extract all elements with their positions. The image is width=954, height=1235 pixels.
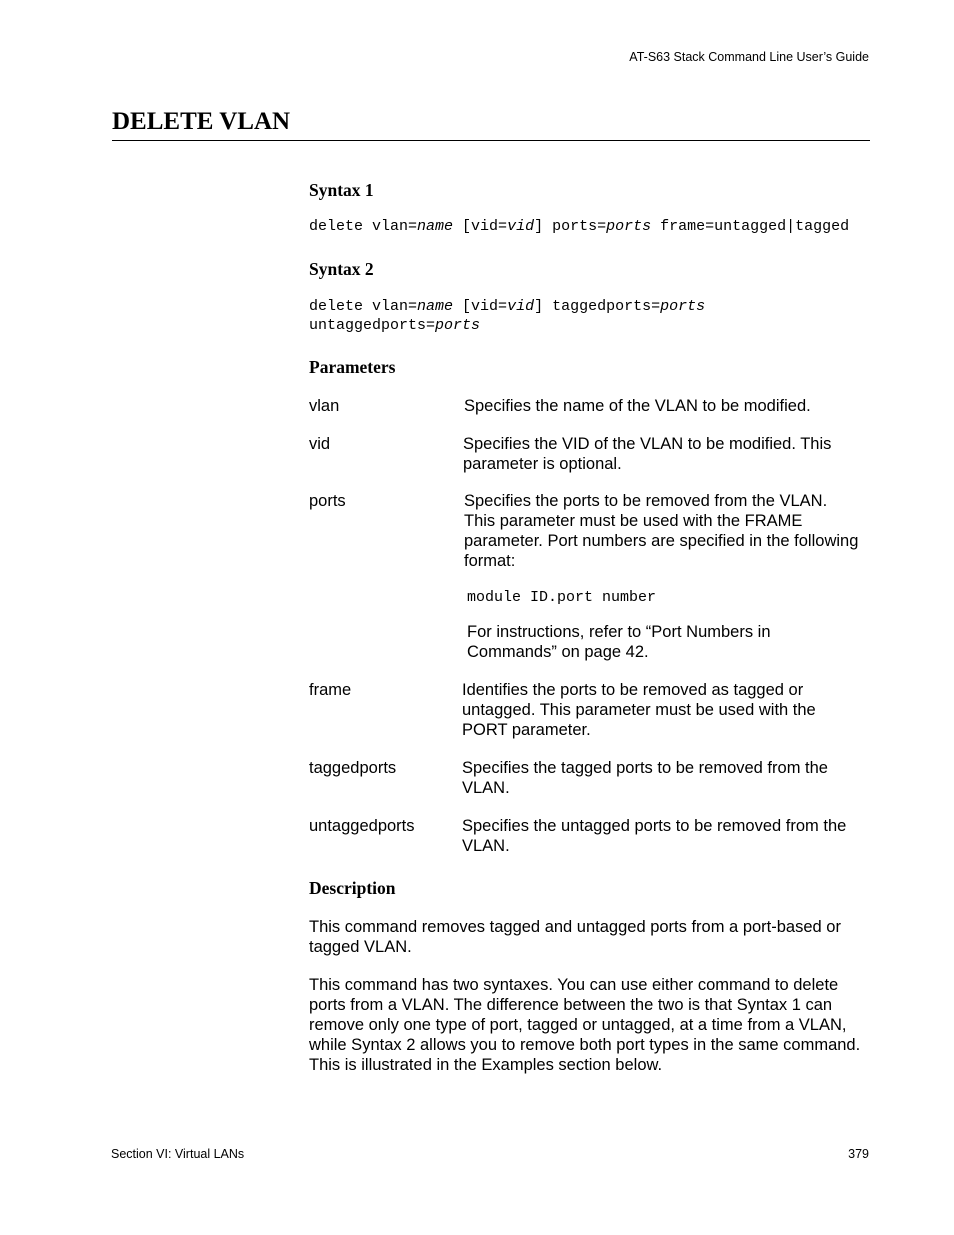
description-paragraph-1: This command removes tagged and untagged ports from a port-based or tagged VLAN. [309, 918, 841, 956]
syntax2-heading: Syntax 2 [309, 259, 374, 279]
param-term-untaggedports: untaggedports [309, 817, 415, 835]
param-term-vid: vid [309, 435, 331, 453]
parameters-heading: Parameters [309, 357, 396, 377]
syntax2-command-line2: untaggedports=ports [309, 317, 481, 334]
ports-format-note: For instructions, refer to “Port Numbers in Commands” on page 42. [467, 623, 771, 661]
syntax1-heading: Syntax 1 [309, 180, 374, 200]
page-title: DELETE VLAN [112, 108, 291, 135]
syntax1-command: delete vlan=name [vid=vid] ports=ports frame=untagged|tagged [309, 218, 850, 235]
running-header: AT-S63 Stack Command Line User’s Guide [629, 50, 869, 64]
param-desc-frame: Identifies the ports to be removed as tagged or untagged. This parameter must be used with the PORT parameter. [462, 681, 816, 739]
param-desc-vlan: Specifies the name of the VLAN to be modified. [464, 397, 811, 415]
param-term-taggedports: taggedports [309, 759, 397, 777]
ports-format-code: module ID.port number [467, 589, 657, 606]
description-paragraph-2: This command has two syntaxes. You can use either command to delete ports from a VLAN. The difference between the two is that Syntax 1 can remove only one type of port, tagged or untagged, at a time from a VLAN, while Syntax 2 allows you to remove both port types in the same command. This is illustrated in the Examples section below. [309, 976, 861, 1074]
param-term-frame: frame [309, 681, 352, 699]
param-term-ports: ports [309, 492, 346, 510]
param-desc-taggedports: Specifies the tagged ports to be removed from the VLAN. [462, 759, 828, 797]
footer-section: Section VI: Virtual LANs [111, 1147, 245, 1161]
param-desc-vid: Specifies the VID of the VLAN to be modified. This parameter is optional. [463, 435, 832, 473]
page-number: 379 [848, 1147, 869, 1161]
param-desc-ports: Specifies the ports to be removed from the VLAN. This parameter must be used with the FRAME parameter. Port numbers are specified in the following format: [464, 492, 859, 570]
heading-rule [112, 140, 870, 141]
description-heading: Description [309, 878, 396, 898]
syntax2-command-line1: delete vlan=name [vid=vid] taggedports=ports [309, 298, 706, 315]
param-term-vlan: vlan [309, 397, 340, 415]
param-desc-untaggedports: Specifies the untagged ports to be removed from the VLAN. [462, 817, 847, 855]
